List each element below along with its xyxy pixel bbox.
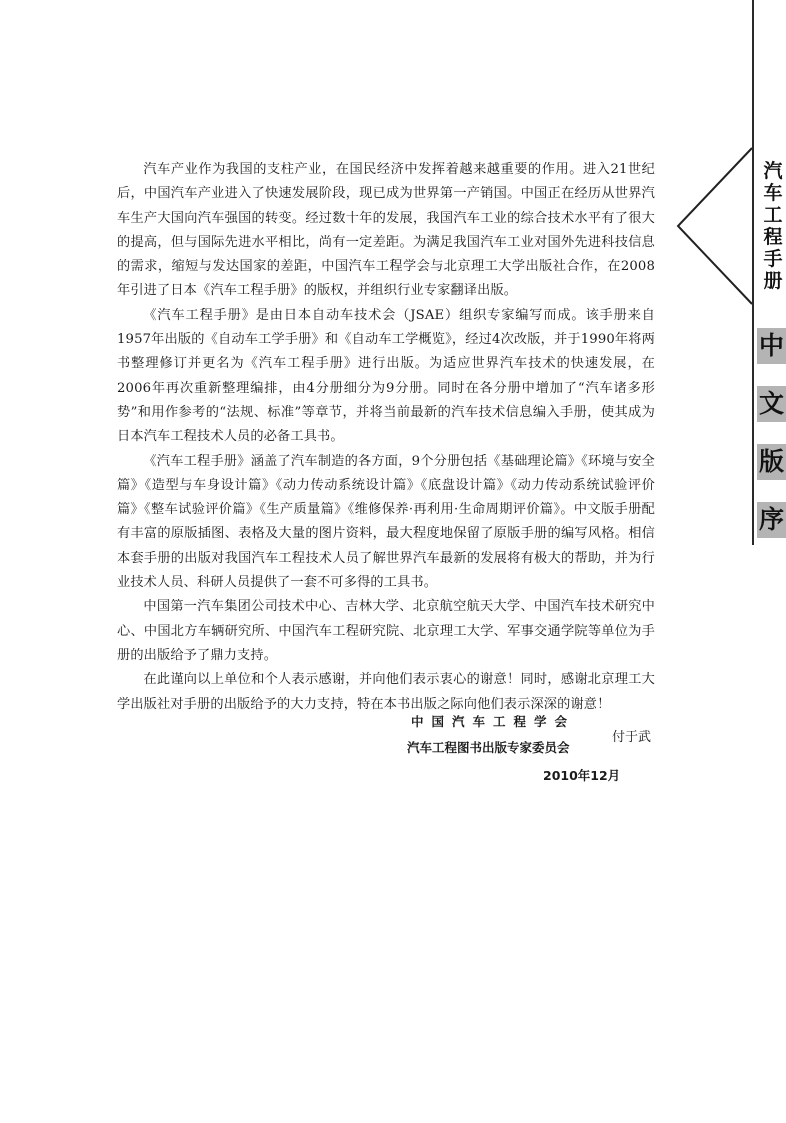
signature-org-1: 中国汽车工程学会 <box>411 714 576 729</box>
section-title-char: 文 <box>757 386 786 422</box>
section-title-char: 序 <box>757 502 786 538</box>
section-title-char: 中 <box>757 328 786 364</box>
series-title-char: 册 <box>763 270 783 292</box>
signer-name: 付于武 <box>612 730 652 745</box>
signature-date: 2010年12月 <box>543 768 621 783</box>
preface-body <box>117 158 655 717</box>
paragraph: 《汽车工程手册》是由日本自动车技术会（JSAE）组织专家编写而成。该手册来自1957年出版的《自动车工学手册》和《自动车工学概览》，经过4次改版，并于1990年将两书整理修订并更名为《汽车工程手册》进行出版。为适应世界汽车技术的快速发展，在2006年再次重新整理编排，由4分册细分为9分册。同时在各分册中增加了“汽车诸多形势”和用作参考的“法规、标准”等章节，并将当前最新的汽车技术信息编入手册，使其成为日本汽车工程技术人员的必备工具书。 <box>117 307 655 445</box>
series-title-char: 手 <box>763 248 783 270</box>
paragraph: 在此谨向以上单位和个人表示感谢，并向他们表示衷心的谢意！同时，感谢北京理工大学出版社对手册的出版给予的大力支持，特在本书出版之际向他们表示深深的谢意！ <box>117 672 655 712</box>
chevron-bracket-decoration <box>676 146 754 306</box>
signature-org-2: 汽车工程图书出版专家委员会 <box>407 740 570 755</box>
paragraph: 中国第一汽车集团公司技术中心、吉林大学、北京航空航天大学、中国汽车技术研究中心、中国北方车辆研究所、中国汽车工程研究院、北京理工大学、军事交通学院等单位为手册的出版给予了鼎力支持。 <box>117 599 655 663</box>
section-title-char: 版 <box>757 444 786 480</box>
series-title-char: 汽 <box>763 160 783 182</box>
series-title-vertical <box>760 160 786 292</box>
paragraph: 《汽车工程手册》涵盖了汽车制造的各方面，9个分册包括《基础理论篇》《环境与安全篇》《造型与车身设计篇》《动力传动系统设计篇》《底盘设计篇》《动力传动系统试验评价篇》《整车试验评价篇》《生产质量篇》《维修保养·再利用·生命周期评价篇》。中文版手册配有丰富的原版插图、表格及大量的图片资料，最大程度地保留了原版手册的编写风格。相信本套手册的出版对我国汽车工程技术人员了解世界汽车最新的发展将有极大的帮助，并为行业技术人员、科研人员提供了一套不可多得的工具书。 <box>117 453 655 591</box>
section-title-vertical <box>757 328 786 560</box>
series-title-char: 车 <box>763 182 783 204</box>
series-title-char: 程 <box>763 226 783 248</box>
series-title-char: 工 <box>763 204 783 226</box>
paragraph: 汽车产业作为我国的支柱产业，在国民经济中发挥着越来越重要的作用。进入21世纪后，中国汽车产业进入了快速发展阶段，现已成为世界第一产销国。中国正在经历从世界汽车生产大国向汽车强国的转变。经过数十年的发展，我国汽车工业的综合技术水平有了很大的提高，但与国际先进水平相比，尚有一定差距。为满足我国汽车工业对国外先进科技信息的需求，缩短与发达国家的差距，中国汽车工程学会与北京理工大学出版社合作，在2008年引进了日本《汽车工程手册》的版权，并组织行业专家翻译出版。 <box>117 162 655 299</box>
